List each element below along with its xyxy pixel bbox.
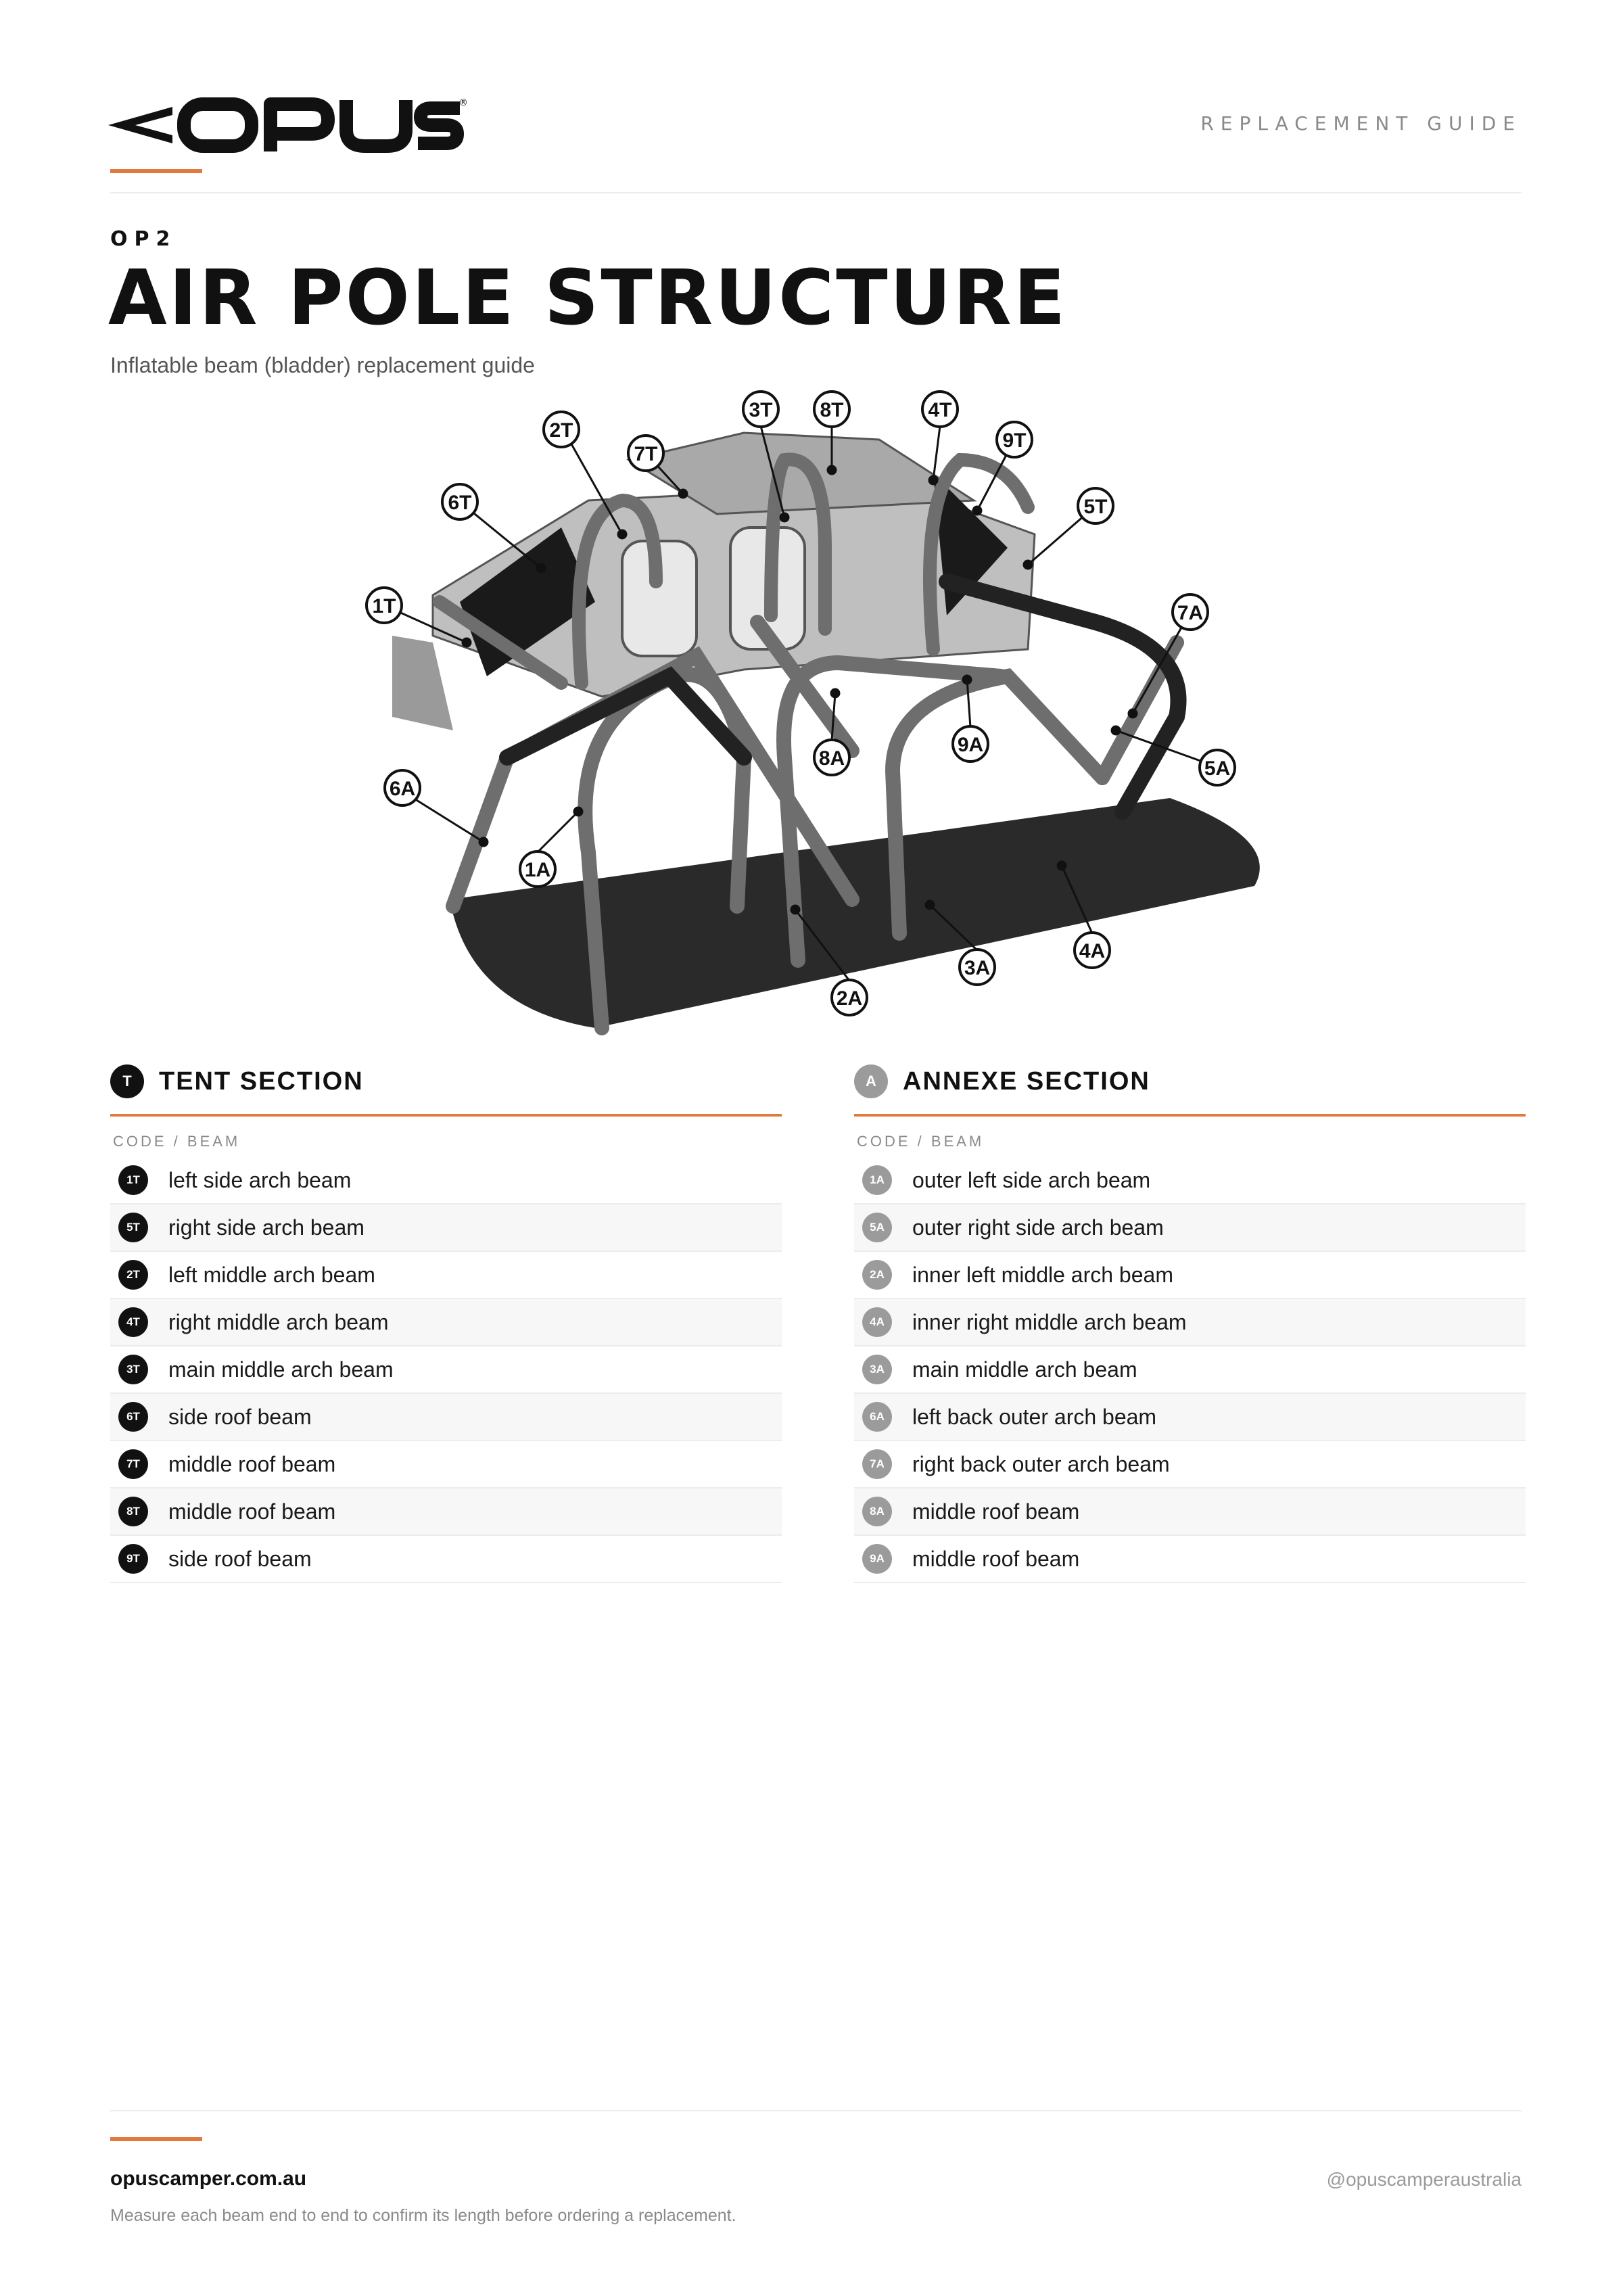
beam-code: 1T: [118, 1165, 148, 1195]
footer-divider: [110, 2110, 1522, 2111]
page-subtitle: Inflatable beam (bladder) replacement guide: [110, 353, 535, 377]
svg-text:®: ®: [458, 97, 468, 108]
callout-3A: 3A: [964, 957, 991, 979]
table-row: [854, 1299, 1526, 1346]
beam-code: 7T: [118, 1449, 148, 1479]
beam-code: 7A: [862, 1449, 892, 1479]
beam-code: 2T: [118, 1260, 148, 1290]
annexe-section-badge: A: [854, 1064, 888, 1098]
beam-code: 1A: [862, 1165, 892, 1195]
tent-section: [110, 1058, 782, 1583]
tent-section-badge: T: [110, 1064, 144, 1098]
table-row: [854, 1394, 1526, 1441]
tent-section-rule: [110, 1114, 782, 1117]
beam-name: right middle arch beam: [168, 1309, 389, 1334]
beam-code: 8T: [118, 1497, 148, 1526]
callout-3T: 3T: [749, 399, 773, 421]
callout-4A: 4A: [1079, 940, 1106, 962]
table-row: [854, 1157, 1526, 1204]
table-row: [854, 1252, 1526, 1299]
callout-1T: 1T: [372, 595, 396, 617]
tent-beam-list: [110, 1157, 782, 1583]
annexe-section-rule: [854, 1114, 1526, 1117]
callout-2A: 2A: [836, 987, 863, 1010]
beam-name: middle roof beam: [168, 1451, 336, 1476]
beam-code: 6A: [862, 1402, 892, 1432]
table-row: [110, 1204, 782, 1252]
beam-code: 9T: [118, 1544, 148, 1574]
table-row: [110, 1536, 782, 1583]
beam-code: 4A: [862, 1307, 892, 1337]
beam-code: 9A: [862, 1544, 892, 1574]
tent-section-header: [110, 1058, 782, 1104]
tent-column-header: CODE / BEAM: [113, 1133, 241, 1150]
beam-name: right side arch beam: [168, 1215, 364, 1240]
beam-name: left middle arch beam: [168, 1262, 375, 1287]
beam-name: inner left middle arch beam: [912, 1262, 1173, 1287]
beam-code: 3T: [118, 1355, 148, 1384]
beam-name: left back outer arch beam: [912, 1404, 1157, 1429]
beam-name: main middle arch beam: [168, 1357, 394, 1382]
beam-code: 2A: [862, 1260, 892, 1290]
beam-name: middle roof beam: [168, 1499, 336, 1524]
footer-note: Measure each beam end to end to confirm its length before ordering a replacement.: [110, 2206, 736, 2225]
callout-2T: 2T: [549, 419, 573, 442]
callout-8A: 8A: [818, 747, 845, 770]
table-row: [110, 1394, 782, 1441]
beam-name: middle roof beam: [912, 1499, 1080, 1524]
tent-section-title: TENT SECTION: [159, 1067, 364, 1096]
beam-name: left side arch beam: [168, 1167, 352, 1192]
table-row: [110, 1441, 782, 1489]
callout-7A: 7A: [1177, 602, 1204, 624]
annexe-beam-list: [854, 1157, 1526, 1583]
model-code: OP2: [110, 227, 177, 251]
beam-name: outer right side arch beam: [912, 1215, 1164, 1240]
callout-8T: 8T: [820, 399, 844, 421]
beam-name: middle roof beam: [912, 1546, 1080, 1571]
table-row: [854, 1489, 1526, 1536]
beam-name: outer left side arch beam: [912, 1167, 1151, 1192]
annexe-section-header: [854, 1058, 1526, 1104]
social-handle[interactable]: @opuscamperaustralia: [1326, 2169, 1522, 2190]
table-row: [110, 1489, 782, 1536]
callout-9A: 9A: [957, 734, 984, 756]
table-row: [110, 1346, 782, 1394]
page-title: AIR POLE STRUCTURE: [108, 254, 1068, 342]
beam-name: side roof beam: [168, 1404, 312, 1429]
table-row: [110, 1157, 782, 1204]
beam-code: 8A: [862, 1497, 892, 1526]
table-row: [854, 1536, 1526, 1583]
air-pole-diagram: [338, 379, 1285, 1048]
beam-name: right back outer arch beam: [912, 1451, 1170, 1476]
table-row: [854, 1441, 1526, 1489]
table-row: [854, 1346, 1526, 1394]
website-link[interactable]: opuscamper.com.au: [110, 2168, 307, 2190]
table-row: [110, 1252, 782, 1299]
beam-code: 3A: [862, 1355, 892, 1384]
opus-logo: [108, 95, 467, 156]
annexe-column-header: CODE / BEAM: [857, 1133, 985, 1150]
header-divider: [110, 192, 1522, 193]
callout-5A: 5A: [1204, 757, 1231, 780]
beam-code: 4T: [118, 1307, 148, 1337]
header-label: REPLACEMENT GUIDE: [1200, 112, 1522, 135]
beam-code: 5T: [118, 1213, 148, 1242]
callout-1A: 1A: [524, 859, 551, 881]
footer-accent-line: [110, 2137, 202, 2141]
annexe-section-title: ANNEXE SECTION: [903, 1067, 1150, 1096]
callout-6A: 6A: [389, 778, 416, 800]
table-row: [854, 1204, 1526, 1252]
logo-accent-line: [110, 169, 202, 173]
annexe-section: [854, 1058, 1526, 1583]
beam-name: main middle arch beam: [912, 1357, 1137, 1382]
callout-5T: 5T: [1083, 496, 1108, 518]
beam-name: inner right middle arch beam: [912, 1309, 1187, 1334]
callout-9T: 9T: [1002, 429, 1027, 452]
beam-code: 6T: [118, 1402, 148, 1432]
callout-6T: 6T: [448, 492, 472, 514]
table-row: [110, 1299, 782, 1346]
beam-code: 5A: [862, 1213, 892, 1242]
callout-4T: 4T: [928, 399, 952, 421]
beam-name: side roof beam: [168, 1546, 312, 1571]
callout-7T: 7T: [634, 443, 658, 465]
